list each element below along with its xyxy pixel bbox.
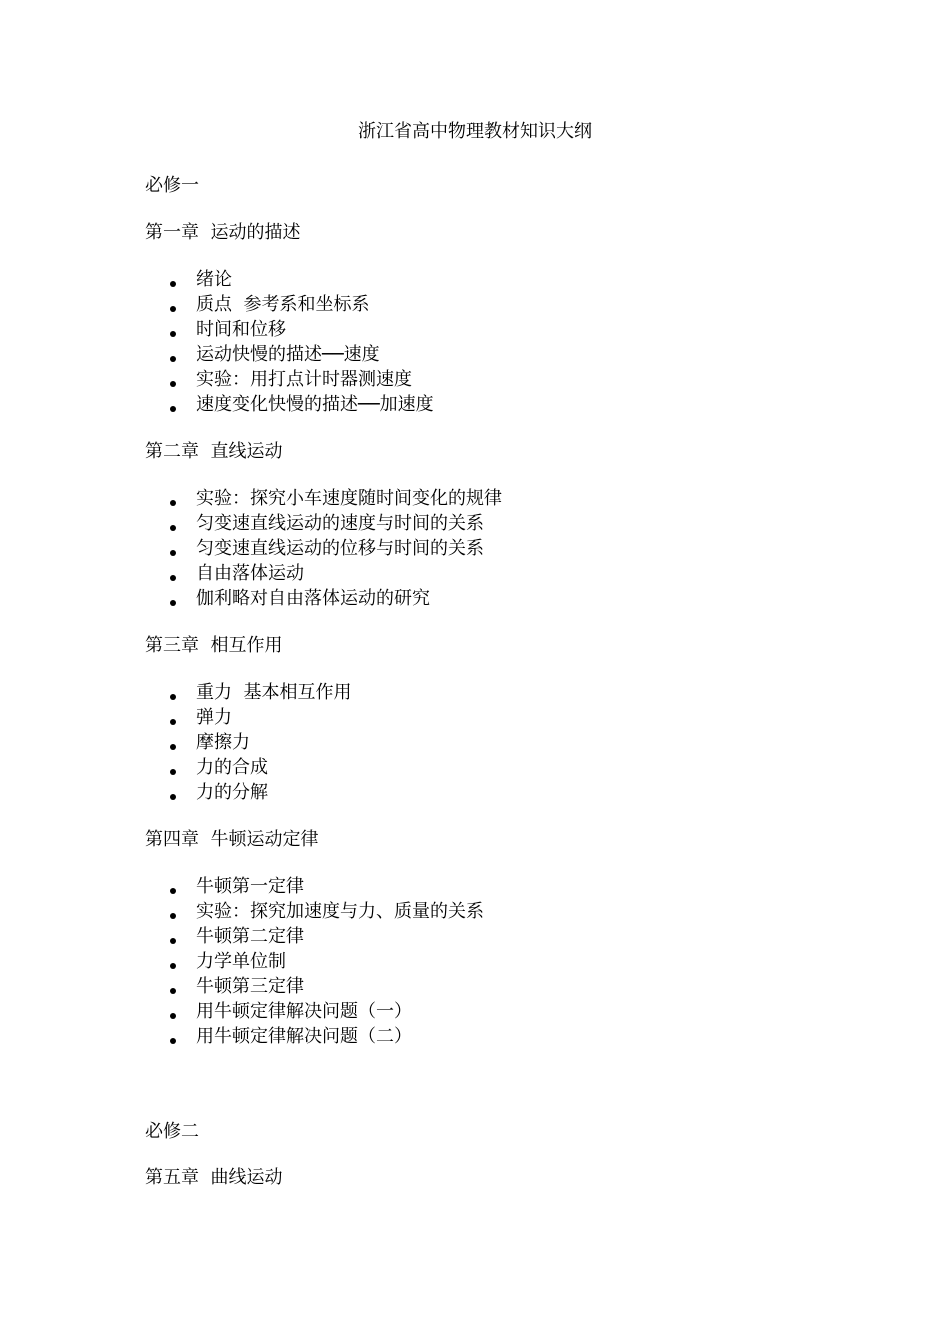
bullet-icon [170,888,176,894]
bullet-icon [170,356,176,362]
bullet-icon [170,550,176,556]
bullet-icon [170,694,176,700]
list-item: 匀变速直线运动的速度与时间的关系 [170,512,484,536]
list-item: 重力 基本相互作用 [170,681,351,705]
list-item: 时间和位移 [170,318,286,342]
compulsory-one-heading: 必修一 [145,175,199,196]
list-item: 牛顿第三定律 [170,975,304,999]
bullet-icon [170,525,176,531]
bullet-icon [170,406,176,412]
list-item: 牛顿第二定律 [170,925,304,949]
bullet-icon [170,575,176,581]
bullet-icon [170,381,176,387]
list-item: 牛顿第一定律 [170,875,304,899]
bullet-icon [170,719,176,725]
chapter-4-heading: 第四章 牛顿运动定律 [145,829,319,850]
bullet-icon [170,913,176,919]
bullet-icon [170,988,176,994]
list-item: 运动快慢的描述──速度 [170,343,380,367]
document-title: 浙江省高中物理教材知识大纲 [358,121,592,142]
list-item: 力学单位制 [170,950,286,974]
bullet-icon [170,963,176,969]
list-item: 力的分解 [170,781,268,805]
list-item: 质点 参考系和坐标系 [170,293,369,317]
list-item: 力的合成 [170,756,268,780]
bullet-icon [170,1038,176,1044]
bullet-icon [170,769,176,775]
bullet-icon [170,600,176,606]
compulsory-two-heading: 必修二 [145,1121,199,1142]
list-item: 用牛顿定律解决问题（一） [170,1000,412,1024]
list-item: 自由落体运动 [170,562,304,586]
list-item: 绪论 [170,268,232,292]
bullet-icon [170,1013,176,1019]
bullet-icon [170,306,176,312]
chapter-2-heading: 第二章 直线运动 [145,441,283,462]
bullet-icon [170,500,176,506]
list-item: 实验：探究小车速度随时间变化的规律 [170,487,502,511]
list-item: 匀变速直线运动的位移与时间的关系 [170,537,484,561]
bullet-icon [170,331,176,337]
list-item: 用牛顿定律解决问题（二） [170,1025,412,1049]
list-item: 弹力 [170,706,232,730]
list-item: 速度变化快慢的描述──加速度 [170,393,434,417]
bullet-icon [170,794,176,800]
chapter-1-heading: 第一章 运动的描述 [145,222,301,243]
list-item: 实验：探究加速度与力、质量的关系 [170,900,484,924]
bullet-icon [170,281,176,287]
list-item: 伽利略对自由落体运动的研究 [170,587,430,611]
bullet-icon [170,744,176,750]
list-item: 实验：用打点计时器测速度 [170,368,412,392]
list-item: 摩擦力 [170,731,250,755]
bullet-icon [170,938,176,944]
chapter-3-heading: 第三章 相互作用 [145,635,283,656]
chapter-5-heading: 第五章 曲线运动 [145,1167,283,1188]
